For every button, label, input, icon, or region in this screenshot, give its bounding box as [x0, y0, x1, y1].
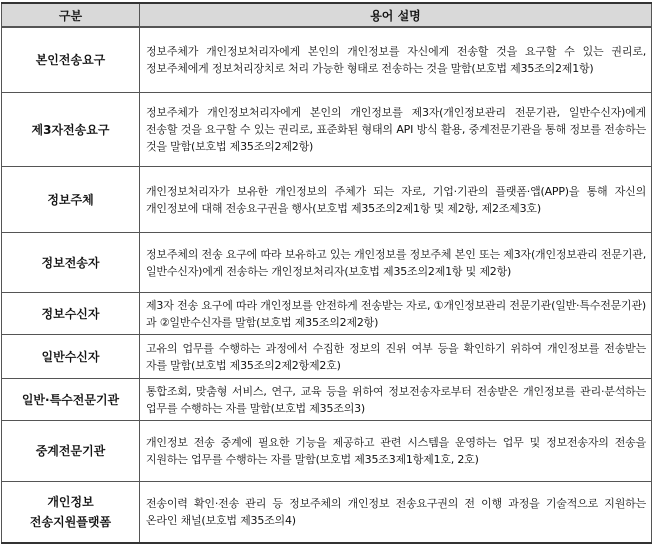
table-row: [2, 421, 652, 482]
table-row: [2, 167, 652, 233]
table-row: [2, 233, 652, 293]
term-cell: 제3자전송요구: [2, 93, 140, 167]
table-header-row: [2, 3, 652, 27]
table-row: [2, 335, 652, 379]
description-cell: 개인정보 전송 중계에 필요한 기능을 제공하고 관련 시스템을 운영하는 업무 및 정보전송자의 전송을 지원하는 업무를 수행하는 자를 말함(보호법 제35조3제1항제1호, 2호): [140, 421, 652, 482]
description-cell: 개인정보처리자가 보유한 개인정보의 주체가 되는 자로, 기업·기관의 플랫폼·앱(APP)을 통해 자신의 개인정보에 대해 전송요구권을 행사(보호법 제35조의2제1항 및 제2항, 제2조제3호): [140, 167, 652, 233]
term-cell: 정보전송자: [2, 233, 140, 293]
term-cell: 일반·특수전문기관: [2, 379, 140, 421]
table-row: [2, 379, 652, 421]
terminology-table: [1, 2, 652, 544]
description-cell: 정보주체의 전송 요구에 따라 보유하고 있는 개인정보를 정보주체 본인 또는 제3자(개인정보관리 전문기관, 일반수신자)에게 전송하는 개인정보처리자(보호법 제35조의2제1항 및 제2항): [140, 233, 652, 293]
term-cell: 일반수신자: [2, 335, 140, 379]
table-row: [2, 482, 652, 544]
header-description: 용어 설명: [140, 3, 652, 27]
term-cell: 중계전문기관: [2, 421, 140, 482]
description-cell: 정보주체가 개인정보처리자에게 본인의 개인정보를 자신에게 전송할 것을 요구할 수 있는 권리로, 정보주체에게 정보처리장치로 처리 가능한 형태로 전송하는 것을 말함(보호법 제35조의2제1항): [140, 27, 652, 93]
description-cell: 정보주체가 개인정보처리자에게 본인의 개인정보를 제3자(개인정보관리 전문기관, 일반수신자)에게 전송할 것을 요구할 수 있는 권리로, 표준화된 형태의 API 방식 활용, 중계전문기관을 통해 정보를 전송하는 것을 말함(보호법 제35조의2제2항): [140, 93, 652, 167]
description-cell: 제3자 전송 요구에 따라 개인정보를 안전하게 전송받는 자로, ①개인정보관리 전문기관(일반·특수전문기관)과 ②일반수신자를 말함(보호법 제35조의2제2항): [140, 293, 652, 335]
term-cell: 정보주체: [2, 167, 140, 233]
table-row: [2, 293, 652, 335]
description-cell: 전송이력 확인·전송 관리 등 정보주체의 개인정보 전송요구권의 전 이행 과정을 기술적으로 지원하는 온라인 채널(보호법 제35조의4): [140, 482, 652, 544]
table-row: [2, 93, 652, 167]
term-cell: 개인정보 전송지원플랫폼: [2, 482, 140, 544]
table-row: [2, 27, 652, 93]
term-cell: 정보수신자: [2, 293, 140, 335]
description-cell: 통합조회, 맞춤형 서비스, 연구, 교육 등을 위하여 정보전송자로부터 전송받은 개인정보를 관리·분석하는 업무를 수행하는 자를 말함(보호법 제35조의3): [140, 379, 652, 421]
term-cell: 본인전송요구: [2, 27, 140, 93]
header-category: 구분: [2, 3, 140, 27]
description-cell: 고유의 업무를 수행하는 과정에서 수집한 정보의 진위 여부 등을 확인하기 위하여 개인정보를 전송받는 자를 말함(보호법 제35조의2제2항제2호): [140, 335, 652, 379]
